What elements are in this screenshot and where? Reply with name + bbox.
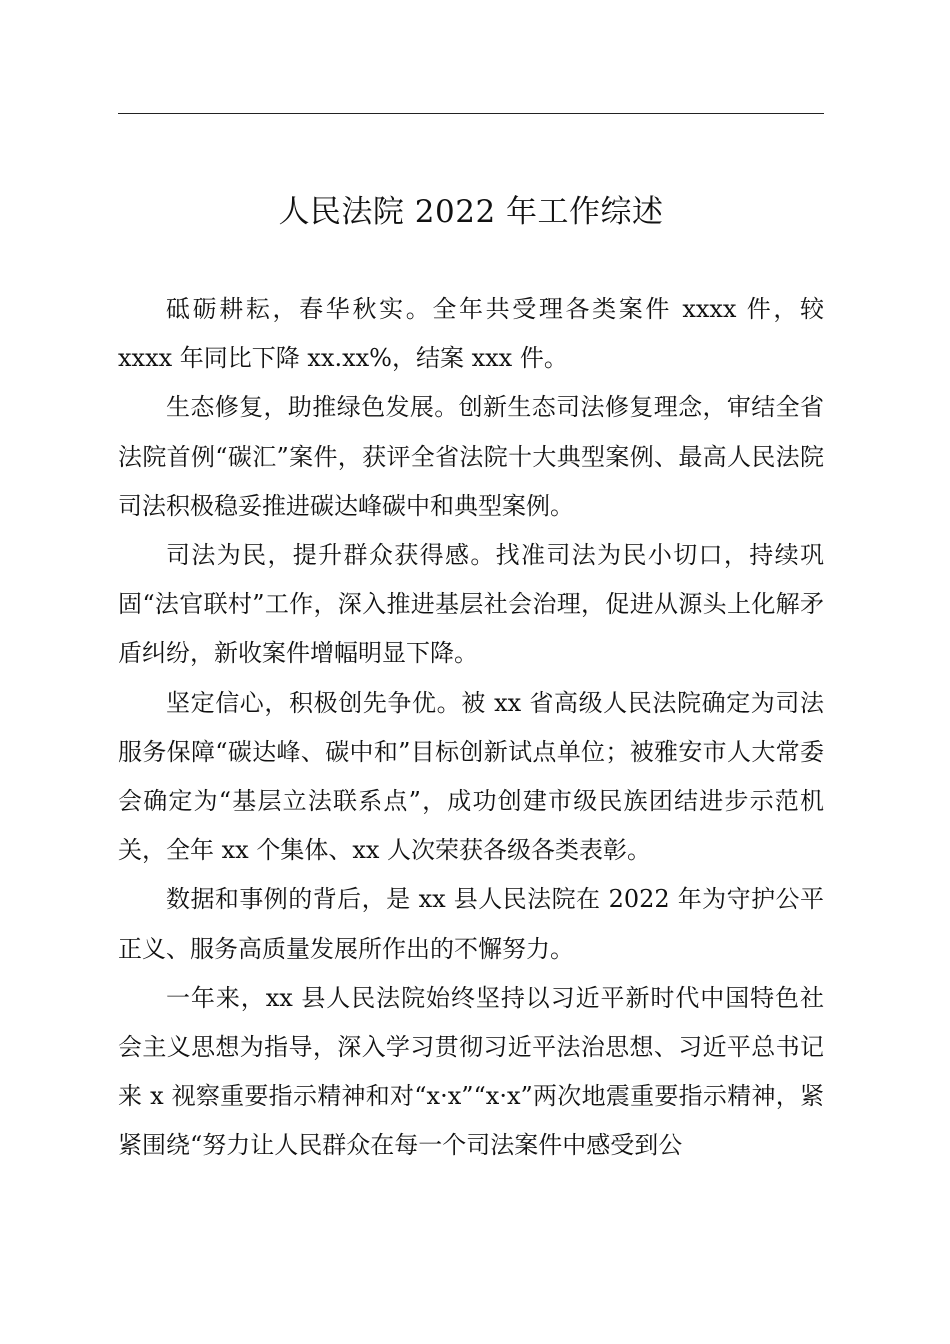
document-body <box>118 285 824 1171</box>
paragraph-3: 司法为民，提升群众获得感。找准司法为民小切口，持续巩固“法官联村”工作，深入推进基层社会治理，促进从源头上化解矛盾纠纷，新收案件增幅明显下降。 <box>118 541 824 668</box>
document-title: 人民法院 2022 年工作综述 <box>278 194 664 230</box>
paragraph-4: 坚定信心，积极创先争优。被 xx 省高级人民法院确定为司法服务保障“碳达峰、碳中和”目标创新试点单位；被雅安市人大常委会确定为“基层立法联系点”，成功创建市级民族团结进步示范机关，全年 xx 个集体、xx 人次荣获各级各类表彰。 <box>118 688 824 865</box>
paragraph-2: 生态修复，助推绿色发展。创新生态司法修复理念，审结全省法院首例“碳汇”案件，获评全省法院十大典型案例、最高人民法院司法积极稳妥推进碳达峰碳中和典型案例。 <box>118 393 824 520</box>
header-rule <box>118 113 824 114</box>
paragraph-6: 一年来，xx 县人民法院始终坚持以习近平新时代中国特色社会主义思想为指导，深入学习贯彻习近平法治思想、习近平总书记来 x 视察重要指示精神和对“x·x”“x·x”两次地震重要指示精神，紧紧围绕“努力让人民群众在每一个司法案件中感受到公 <box>118 983 824 1160</box>
paragraph-5: 数据和事例的背后，是 xx 县人民法院在 2022 年为守护公平正义、服务高质量发展所作出的不懈努力。 <box>118 885 824 963</box>
paragraph-1: 砥砺耕耘，春华秋实。全年共受理各类案件 xxxx 件，较 xxxx 年同比下降 xx.xx%，结案 xxx 件。 <box>118 295 824 373</box>
